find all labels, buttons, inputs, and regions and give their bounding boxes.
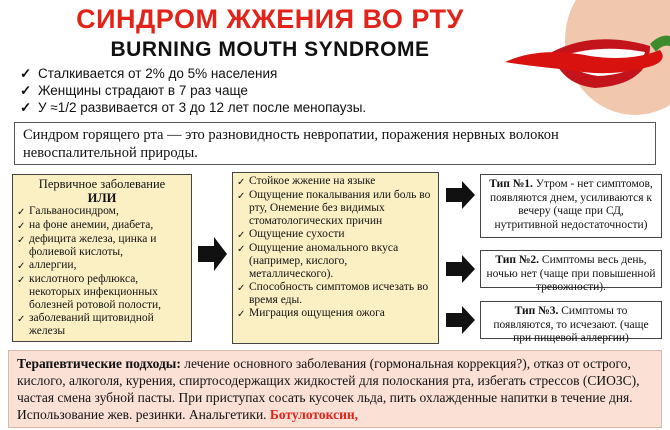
fact-item: ✓ Женщины страдают в 7 раз чаще [20, 83, 248, 98]
type-2-box: Тип №2. Симптомы весь день, ночью нет (чаще при повышенной тревожности). [480, 250, 662, 288]
bullet-icon: ✓ [237, 283, 246, 294]
symptom-item: ✓ Ощущение аномального вкуса (например, кислого, металлического). [237, 242, 399, 280]
arrow-right-icon [446, 305, 476, 335]
type-1-box: Тип №1. Утром - нет симптомов, появляются днем, усиливаются к вечеру (чаще при СД, нутритивной недостаточности) [480, 174, 662, 238]
therapy-label: Терапевтические подходы: [17, 356, 181, 371]
bullet-icon: ✓ [237, 244, 246, 255]
symptom-item: ✓ Ощущение сухости [237, 228, 345, 241]
therapy-text: лечение основного заболевания (гормональная коррекция?), отказ от острого, кислого, алкоголя, курения, спиртосодержащих жидкостей для полоскания рта, избегать стрессов (СИОЗС), частая смена зубной пасты. При приступах сосать кусочек льда, пить охлажденные напитки в течение дня. Использование жев. резинки. Анальгетики. [17, 356, 640, 422]
fact-item: ✓ Сталкивается от 2% до 5% населения [20, 66, 278, 81]
list-item: ✓ кислотного рефлюкса, некоторых инфекционных болезней ротовой полости, [17, 273, 162, 311]
arrow-right-icon [446, 180, 476, 210]
bullet-icon: ✓ [237, 309, 246, 320]
bullet-icon: ✓ [237, 177, 246, 188]
bullet-icon: ✓ [17, 221, 26, 232]
facts-list [20, 65, 500, 116]
title-english: BURNING MOUTH SYNDROME [110, 38, 430, 61]
primary-heading: Первичное заболевание ИЛИ [38, 177, 166, 205]
symptom-item: ✓ Ощущение покалывания или боль во рту, Онемение без видимых стоматологических причин [237, 189, 431, 227]
list-item: ✓ заболеваний щитовидной железы [17, 312, 154, 337]
primary-disease-panel [12, 174, 192, 342]
check-icon: ✓ [20, 83, 32, 98]
arrow-right-icon [198, 236, 228, 272]
definition-box: Синдром горящего рта — это разновидность невропатии, поражения нервных волокон невоспалительной природы. [14, 122, 656, 165]
symptoms-panel [232, 172, 439, 344]
bullet-icon: ✓ [17, 275, 26, 286]
list-item: ✓ аллергии, [17, 259, 77, 272]
symptom-item: ✓ Стойкое жжение на языке [237, 175, 376, 188]
type-3-box: Тип №3. Симптомы то появляются, то исчезают. (чаще при пищевой аллергии) [480, 301, 662, 339]
symptom-item: ✓ Миграция ощущения ожога [237, 307, 385, 320]
therapy-highlight: Ботулотоксин, [269, 407, 359, 422]
check-icon: ✓ [20, 100, 32, 115]
fact-item: ✓ У ≈1/2 развивается от 3 до 12 лет после менопаузы. [20, 100, 367, 115]
list-item: ✓ дефицита железа, цинка и фолиевой кислоты, [17, 233, 157, 258]
bullet-icon: ✓ [17, 261, 26, 272]
therapy-box [8, 350, 662, 428]
arrow-right-icon [446, 254, 476, 284]
bullet-icon: ✓ [17, 207, 26, 218]
mouth-pepper-image [500, 0, 670, 122]
title-russian: СИНДРОМ ЖЖЕНИЯ ВО РТУ [76, 4, 464, 34]
list-item: ✓ Гальваносиндром, [17, 205, 119, 218]
bullet-icon: ✓ [237, 191, 246, 202]
bullet-icon: ✓ [237, 230, 246, 241]
check-icon: ✓ [20, 66, 32, 81]
bullet-icon: ✓ [17, 314, 26, 325]
symptom-item: ✓ Способность симптомов исчезать во время еды. [237, 281, 429, 306]
list-item: ✓ на фоне анемии, диабета, [17, 219, 154, 232]
bullet-icon: ✓ [17, 235, 26, 246]
